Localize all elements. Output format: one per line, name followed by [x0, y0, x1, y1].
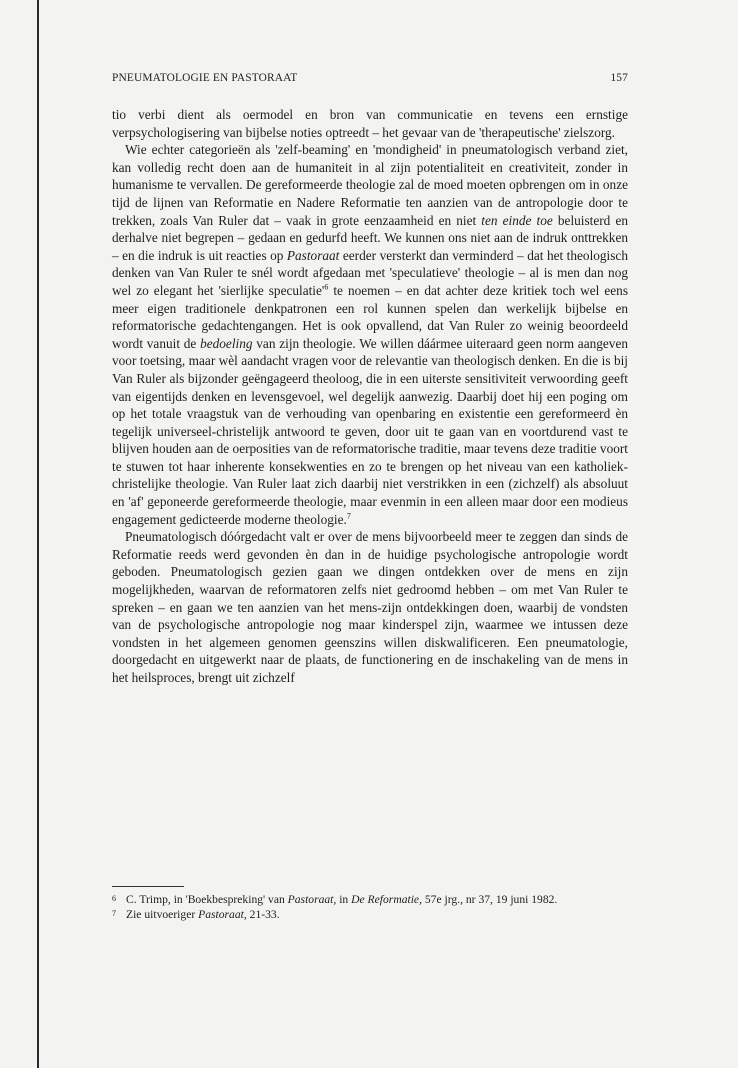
italic-text: bedoeling [200, 335, 253, 351]
footnote [112, 908, 628, 923]
footnote-mark: 7 [112, 908, 116, 918]
running-title: PNEUMATOLOGIE EN PASTORAAT [112, 72, 298, 84]
footnote-mark: 6 [112, 894, 116, 903]
text-run: Pneumatologisch dóórgedacht valt er over de mens bijvoorbeeld meer te zeggen dan sinds de Reformatie reeds werd gevonden èn dan in de huidige psychologische antropologie wordt geboden. Pneumatologisch gezien gaan we dingen ontdekken over de mens en zijn mogelijkheden, waarvan de reformatoren zelfs niet gedroomd hebben – om met Van Ruler te spreken – en gaan we ten aanzien van het mens-zijn ontdekkingen doen, waarbij de vondsten van de psychologische antropologie nog maar kinderspel zijn, waarmee we intussen deze vondsten in het algemeen genomen geenszins willen diskwalificeren. Een pneumatologie, doorgedacht en uitgewerkt naar de plaats, de functionering en de inschakeling van de mens in het heilsproces, brengt uit zichzelf [112, 529, 628, 685]
paragraph [112, 106, 628, 141]
footnote-reference: 7 [346, 511, 351, 521]
text-run: C. Trimp, in 'Boekbespreking' van [126, 893, 288, 906]
italic-text: Pastoraat, [198, 907, 247, 921]
text-run: Zie uitvoeriger [126, 907, 199, 921]
text-run: in [336, 893, 352, 906]
italic-text: Pastoraat, [287, 893, 337, 906]
footnotes [112, 893, 628, 922]
footnote-text [126, 908, 628, 923]
italic-text: De Reformatie, [351, 893, 422, 906]
text-run: Wie echter categorieën als 'zelf-beaming' en 'mondigheid' in pneumatologisch verband ziet, kan volledig recht doen aan de humaniteit in al zijn potentialiteit en creativiteit, zonder in humanisme te vervallen. De gereformeerde theologie zal de moed moeten opbrengen om in onze tijd de lijnen van Reformatie en Nadere Reformatie ten aanzien van de antropologie door te trekken, zoals Van Ruler dat – vaak in grote eenzaamheid en niet [112, 142, 628, 228]
text-run: 21-33. [246, 907, 280, 921]
text-run: 57e jrg., nr 37, 19 juni 1982. [421, 893, 558, 906]
italic-text: ten einde toe [481, 212, 553, 228]
text-run: tio verbi dient als oermodel en bron van communicatie en tevens een ernstige verpsychologisering van bijbelse noties optreedt – het gevaar van de 'therapeutische' zielszorg. [112, 107, 628, 140]
paragraph [112, 528, 628, 686]
footnote [112, 893, 628, 908]
italic-text: Pastoraat [286, 247, 340, 263]
footnote-reference: 6 [324, 282, 329, 292]
text-run: eerder versterkt dan verminderd – dat het theologisch denken van Van Ruler te snél wordt afgedaan met 'speculatieve' theologie – al is men dan nog wel zo elegant het 'sierlijke speculatie' [112, 247, 628, 298]
binding-edge [37, 0, 39, 1068]
paragraph [112, 141, 628, 528]
footnote-text [126, 893, 628, 908]
text-run: te noemen – en dat achter deze kritiek toch wel eens meer eigen traditionele denkpatronen een rol kunnen spelen dan werkelijk bijbelse en reformatorische gedachtengangen. Het is ook opvallend, dat Van Ruler zo weinig beoordeeld wordt vanuit de [112, 282, 628, 351]
text-run: beluisterd en derhalve niet begrepen – gedaan en gedurfd heeft. We kunnen ons niet aan de indruk onttrekken – en die indruk is uit reacties op [112, 212, 628, 263]
page-number: 157 [610, 72, 628, 84]
text-run: van zijn theologie. We willen dáármee uiteraard geen norm aangeven voor toetsing, maar wèl aandacht vragen voor de relevantie van theologisch denken. En die is bij Van Ruler als bijzonder geëngageerd theoloog, die in een uiterste sensitiviteit verwoording geeft van eigentijds denken en levensgevoel, wel degelijk aanwezig. Daarbij doet hij een poging om op het totale vraagstuk van de verhouding van openbaring en existentie een gereformeerd èn tegelijk universeel-christelijk antwoord te geven, door uit te gaan van en voortdurend vast te blijven houden aan de oerposities van de reformatorische traditie, maar tevens deze traditie voort te stuwen tot haar inherente konsekwenties en zo te brengen op het niveau van een katholiek-christelijke theologie. Van Ruler laat zich daarbij niet verstrikken in een (zichzelf) als absoluut en 'af' geponeerde gereformeerde theologie, maar evenmin in een alleen maar door een modieus engagement gedicteerde moderne theologie. [112, 335, 629, 527]
footnote-rule [112, 886, 184, 887]
body-text [112, 106, 628, 687]
